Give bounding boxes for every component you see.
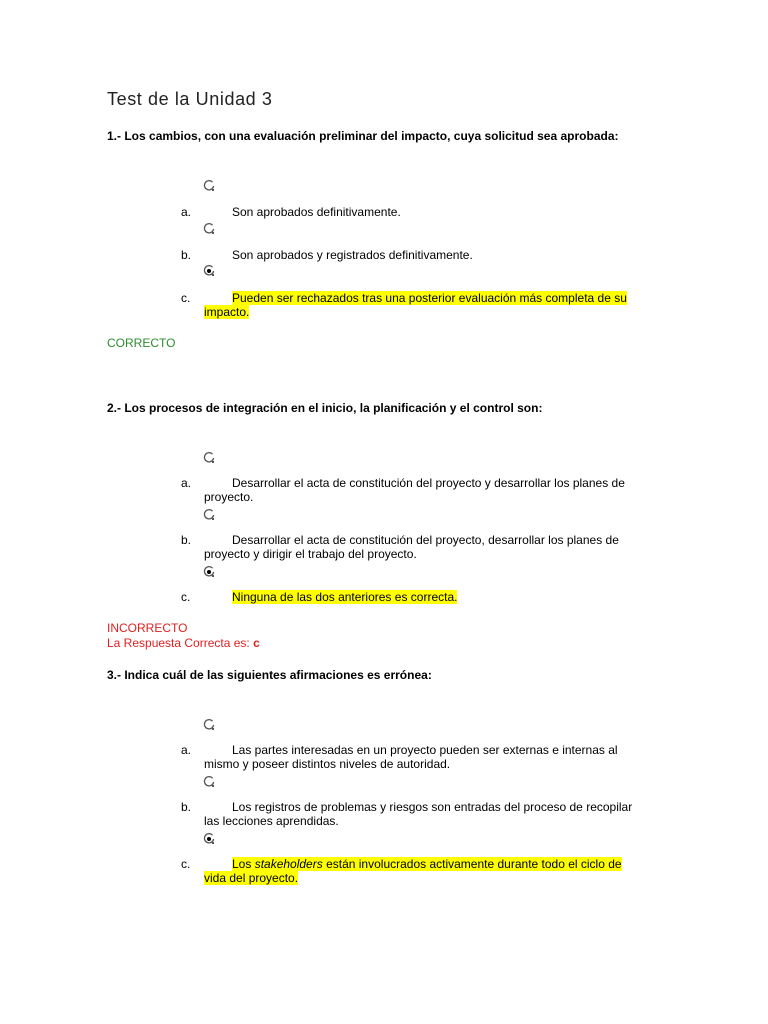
question-2: [107, 401, 542, 415]
radio-unchecked-icon: [203, 776, 215, 788]
radio-unchecked-icon: [203, 180, 215, 192]
option-text: Son aprobados definitivamente.: [232, 205, 401, 219]
radio-unchecked-icon: [203, 719, 215, 731]
radio-checked-icon: [203, 566, 215, 578]
question-2-text: Los procesos de integración en el inicio, la planificación y el control son:: [121, 401, 543, 415]
radio-checked-icon: [203, 265, 215, 277]
question-1-text: Los cambios, con una evaluación preliminar del impacto, cuya solicitud sea aprobada:: [121, 129, 619, 143]
option-letter: a.: [181, 743, 192, 757]
option-letter: c.: [181, 857, 191, 871]
radio-q3-b[interactable]: [203, 776, 215, 788]
option-letter: c.: [181, 291, 191, 305]
question-3-text: Indica cuál de las siguientes afirmaciones es errónea:: [121, 668, 432, 682]
radio-q1-c[interactable]: [203, 265, 215, 277]
correct-answer-label: La Respuesta Correcta es:: [107, 636, 254, 650]
option-text-emphasis: stakeholders: [254, 857, 323, 871]
option-text: Ninguna de las dos anteriores es correcta.: [232, 590, 458, 604]
option-text: Son aprobados y registrados definitivamente.: [232, 248, 473, 262]
option-q2-b: [204, 533, 644, 561]
radio-checked-icon: [203, 833, 215, 845]
option-letter: b.: [181, 800, 192, 814]
option-text-suffix: están involucrados activamente durante todo el ciclo de vida del proyecto.: [204, 857, 622, 885]
radio-unchecked-icon: [203, 509, 215, 521]
option-q1-b: [204, 248, 644, 262]
correct-answer-letter: c: [253, 636, 260, 650]
option-letter: c.: [181, 590, 191, 604]
question-2-number: 2.-: [107, 401, 122, 415]
page-title: Test de la Unidad 3: [107, 89, 273, 109]
option-q2-c: [204, 590, 644, 604]
result-correct: CORRECTO: [107, 336, 176, 350]
radio-unchecked-icon: [203, 452, 215, 464]
option-letter: a.: [181, 476, 192, 490]
option-q2-a: [204, 476, 644, 504]
radio-q1-a[interactable]: [203, 180, 215, 192]
option-text: Desarrollar el acta de constitución del proyecto, desarrollar los planes de proyecto y dirigir el trabajo del proyecto.: [204, 533, 619, 561]
radio-q3-c[interactable]: [203, 833, 215, 845]
option-q3-b: [204, 800, 644, 828]
result-incorrect: INCORRECTO: [107, 621, 188, 635]
option-q3-c: [204, 857, 644, 885]
radio-q1-b[interactable]: [203, 223, 215, 235]
option-text: Pueden ser rechazados tras una posterior evaluación más completa de su impacto.: [204, 291, 627, 319]
option-q3-a: [204, 743, 644, 771]
question-1-number: 1.-: [107, 129, 122, 143]
question-3-number: 3.-: [107, 668, 122, 682]
option-letter: a.: [181, 205, 192, 219]
option-text: Los registros de problemas y riesgos son entradas del proceso de recopilar las lecciones aprendidas.: [204, 800, 633, 828]
correct-answer-line: [107, 636, 260, 650]
radio-q3-a[interactable]: [203, 719, 215, 731]
option-text: Las partes interesadas en un proyecto pueden ser externas e internas al mismo y poseer distintos niveles de autoridad.: [204, 743, 618, 771]
question-1: [107, 129, 619, 143]
option-text: Desarrollar el acta de constitución del proyecto y desarrollar los planes de proyecto.: [204, 476, 625, 504]
radio-q2-a[interactable]: [203, 452, 215, 464]
option-text: [204, 857, 622, 885]
option-q1-a: [204, 205, 644, 219]
option-letter: b.: [181, 533, 192, 547]
option-q1-c: [204, 291, 644, 319]
option-letter: b.: [181, 248, 192, 262]
question-3: [107, 668, 432, 682]
radio-q2-c[interactable]: [203, 566, 215, 578]
option-text-prefix: Los: [232, 857, 255, 871]
radio-unchecked-icon: [203, 223, 215, 235]
radio-q2-b[interactable]: [203, 509, 215, 521]
